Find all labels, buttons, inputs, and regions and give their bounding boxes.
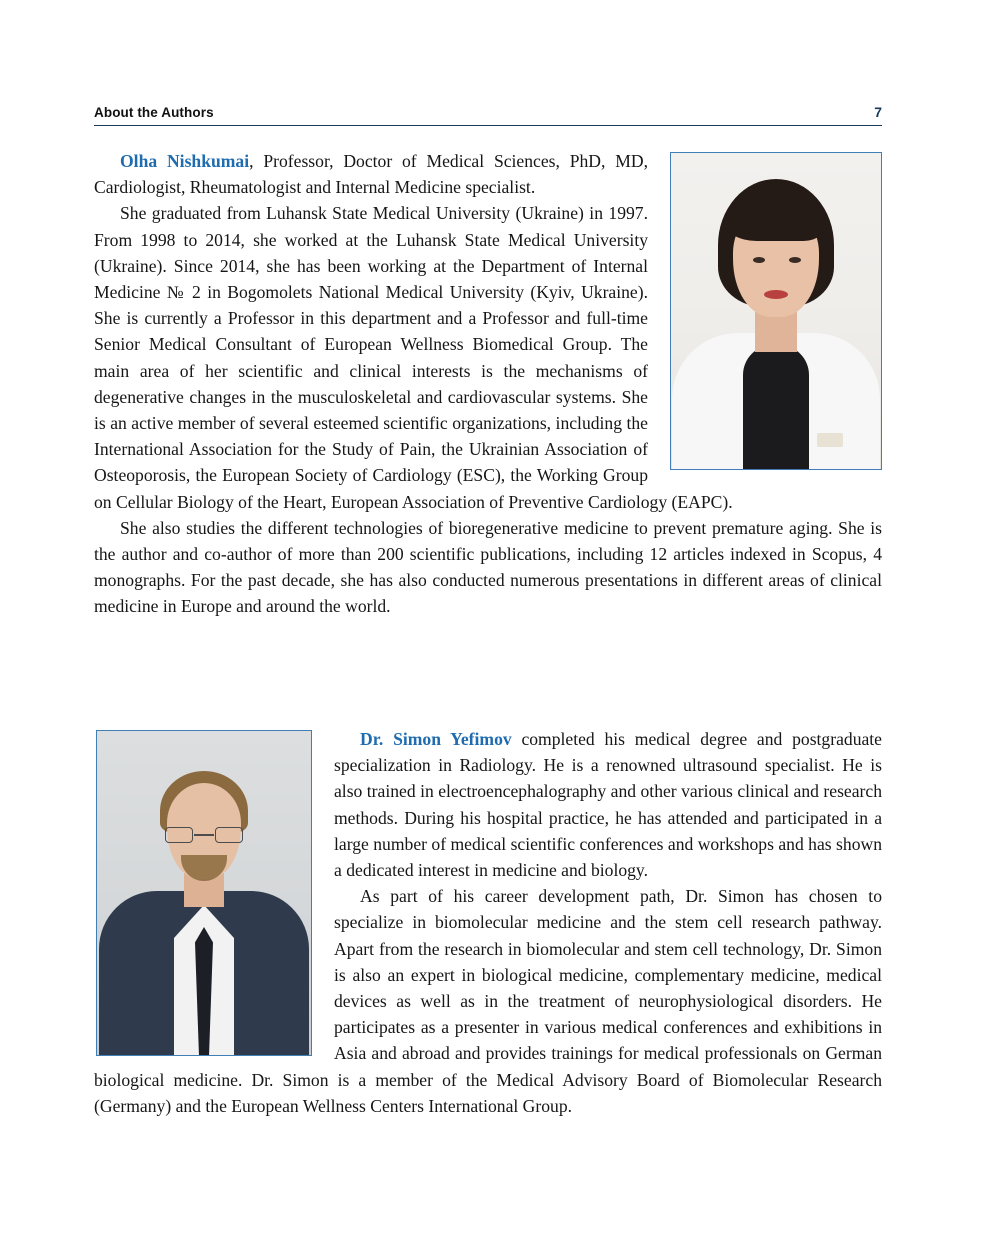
author-photo-yefimov xyxy=(96,730,312,1056)
author-section-yefimov xyxy=(94,726,882,1119)
author-bio-paragraph-2: She also studies the different technologies of bioregenerative medicine to prevent premature aging. She is the author and co-author of more than 200 scientific publications, including 12 articles indexed in Scopus, 4 monographs. For the past decade, she has also conducted numerous presentations in different areas of clinical medicine in Europe and around the world. xyxy=(94,517,882,617)
running-head-title: About the Authors xyxy=(94,105,214,120)
author-name-nishkumai: Olha Nishkumai xyxy=(120,151,250,171)
author-photo-nishkumai xyxy=(670,152,882,470)
running-head xyxy=(94,104,882,126)
author-bio-paragraph-1: She graduated from Luhansk State Medical University (Ukraine) in 1997. From 1998 to 2014, she worked at the Luhansk State Medical University (Ukraine). Since 2014, she has been working at the Department of Internal Medicine № 2 in Bogomolets National Medical University (Kyiv, Ukraine). She is currently a Professor in this department and a Professor and full-time Senior Medical Consultant of European Wellness Biomedical Group. The main area of her scientific and clinical interests is the mechanisms of degenerative changes in the musculoskeletal and cardiovascular systems. She is an active member of several esteemed scientific organizations, including the International Association for the Study of Pain, the Ukrainian Association of Osteoporosis, the European Society of Cardiology (ESC), the Working Group on Cellular Biology of the Heart, European Association of Preventive Cardiology (EAPC). xyxy=(94,203,733,512)
author-credentials-yefimov: completed his medical degree and postgraduate specialization in Radiology. He is a renowned ultrasound specialist. He is also trained in electroencephalography and other various clinical and research methods. During his hospital practice, he has attended and participated in a large number of medical scientific conferences and workshops and has shown a dedicated interest in medicine and biology. xyxy=(334,729,882,881)
portrait-illustration-female xyxy=(671,153,881,469)
author-name-yefimov: Dr. Simon Yefimov xyxy=(360,729,512,749)
author-section-nishkumai xyxy=(94,148,882,620)
page-number: 7 xyxy=(874,104,882,120)
portrait-illustration-male xyxy=(97,731,311,1055)
author-credentials: , Professor, Doctor of Medical Sciences, PhD, MD, Cardiologist, Rheumatologist and Internal Medicine specialist. xyxy=(94,151,648,198)
author-bio-paragraph-yefimov: As part of his career development path, Dr. Simon has chosen to specialize in biomolecular medicine and the stem cell research pathway. Apart from the research in biomolecular and stem cell technology, Dr. Simon is also an expert in biological medicine, complementary medicine, medical devices as well as in the treatment of neurophysiological disorders. He participates as a presenter in various medical conferences and exhibitions in Asia and abroad and provides trainings for medical professionals on German biological medicine. Dr. Simon is a member of the Medical Advisory Board of Biomolecular Research (Germany) and the European Wellness Centers International Group. xyxy=(94,886,882,1116)
